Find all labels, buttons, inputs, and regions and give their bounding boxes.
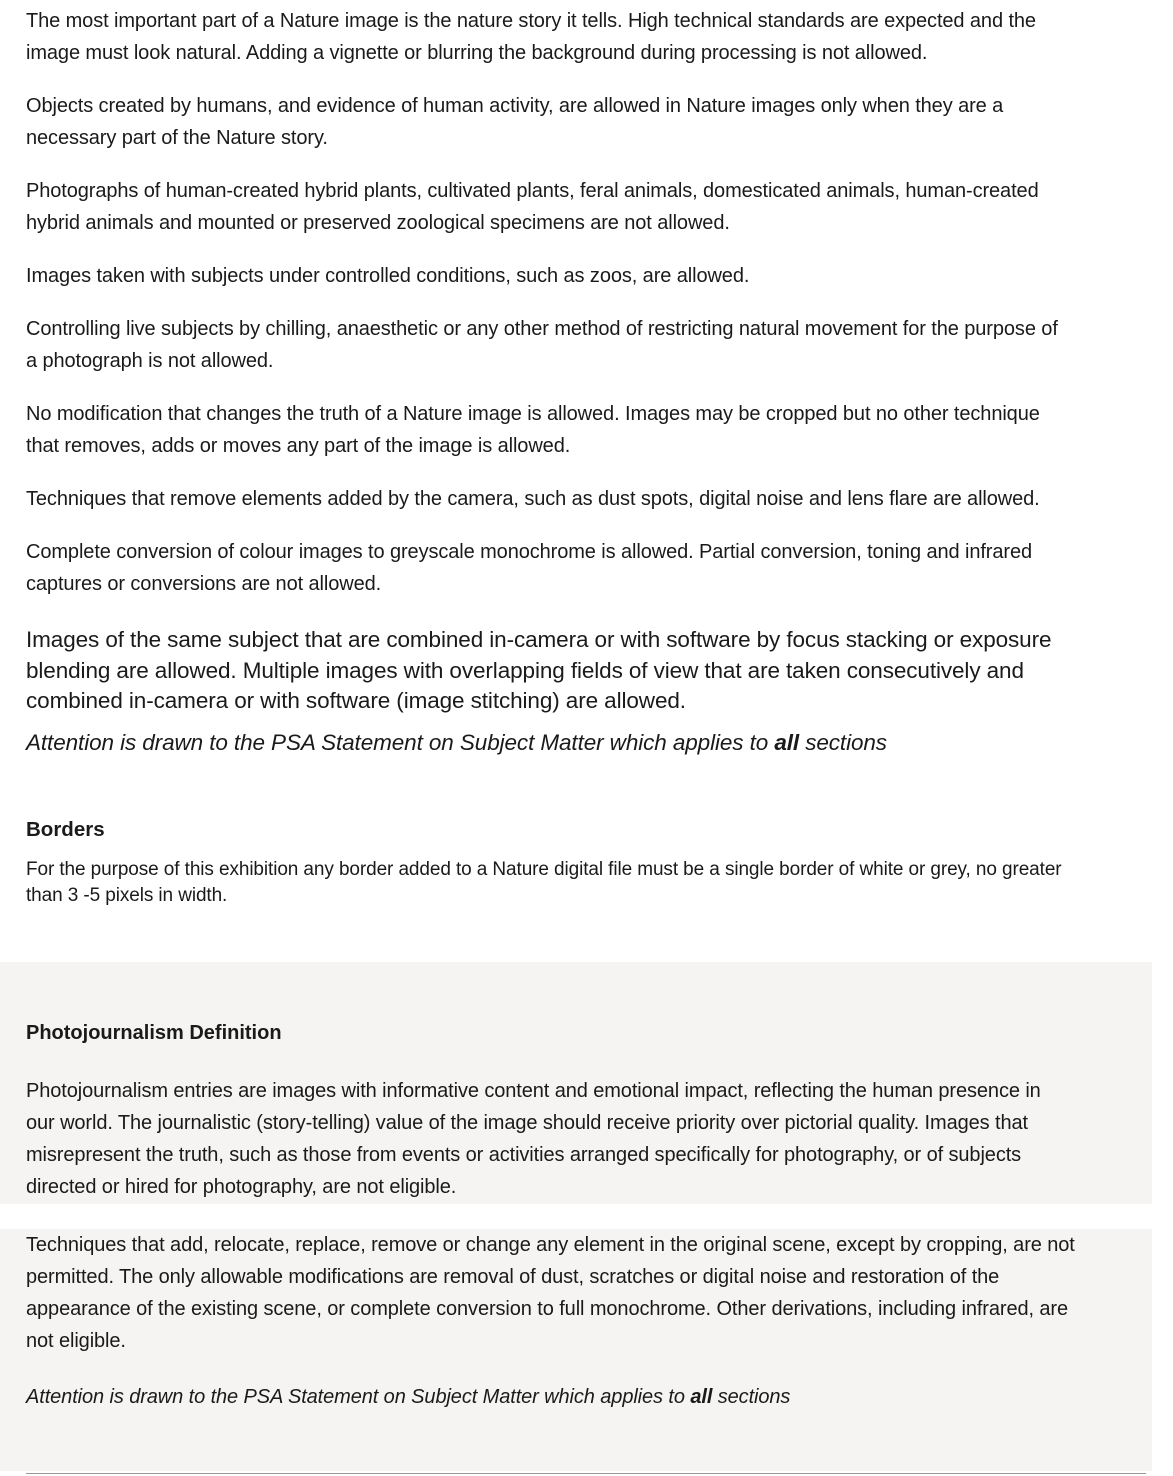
nature-attention-note: Attention is drawn to the PSA Statement on Subject Matter which applies to all sections: [26, 730, 887, 755]
nature-paragraph-4: Images taken with subjects under controlled conditions, such as zoos, are allowed.: [26, 265, 750, 287]
borders-paragraph: For the purpose of this exhibition any border added to a Nature digital file must be a single border of white or grey, no greater than 3 -5 pixels in width.: [26, 859, 1062, 906]
photojournalism-heading: Photojournalism Definition: [26, 1022, 282, 1044]
photojournalism-paragraph-2: Techniques that add, relocate, replace, remove or change any element in the original scene, except by cropping, are not permitted. The only allowable modifications are removal of dust, scratches or digital noise and restoration of the appearance of the existing scene, or complete conversion to full monochrome. Other derivations, including infrared, are not eligible.: [26, 1234, 1075, 1352]
nature-paragraph-2: Objects created by humans, and evidence of human activity, are allowed in Nature images only when they are a necessary part of the Nature story.: [26, 95, 1004, 149]
nature-paragraph-6: No modification that changes the truth of a Nature image is allowed. Images may be cropped but no other technique that removes, adds or moves any part of the image is allowed.: [26, 403, 1040, 457]
nature-paragraph-5: Controlling live subjects by chilling, anaesthetic or any other method of restricting natural movement for the purpose of a photograph is not allowed.: [26, 318, 1058, 372]
nature-paragraph-7: Techniques that remove elements added by the camera, such as dust spots, digital noise and lens flare are allowed.: [26, 488, 1040, 510]
photojournalism-paragraph-1: Photojournalism entries are images with informative content and emotional impact, reflecting the human presence in our world. The journalistic (story-telling) value of the image should receive priority over pictorial quality. Images that misrepresent the truth, such as those from events or activities arranged specifically for photography, or of subjects directed or hired for photography, are not eligible.: [26, 1080, 1041, 1198]
attention-emphasis: all: [774, 730, 800, 755]
attention-emphasis: all: [690, 1386, 713, 1408]
photojournalism-attention-note: Attention is drawn to the PSA Statement on Subject Matter which applies to all sections: [26, 1386, 791, 1408]
nature-paragraph-9: Images of the same subject that are combined in-camera or with software by focus stacking or exposure blending are allowed. Multiple images with overlapping fields of view that are taken consecutively and combined in-camera or with software (image stitching) are allowed.: [26, 627, 1052, 713]
borders-heading: Borders: [26, 818, 105, 841]
nature-paragraph-1: The most important part of a Nature image is the nature story it tells. High technical standards are expected and the image must look natural. Adding a vignette or blurring the background during processing is not allowed.: [26, 10, 1036, 64]
nature-paragraph-3: Photographs of human-created hybrid plants, cultivated plants, feral animals, domesticated animals, human-created hybrid animals and mounted or preserved zoological specimens are not allowed.: [26, 180, 1039, 234]
nature-paragraph-8: Complete conversion of colour images to greyscale monochrome is allowed. Partial conversion, toning and infrared captures or conversions are not allowed.: [26, 541, 1032, 595]
bottom-divider: [26, 1473, 1146, 1474]
